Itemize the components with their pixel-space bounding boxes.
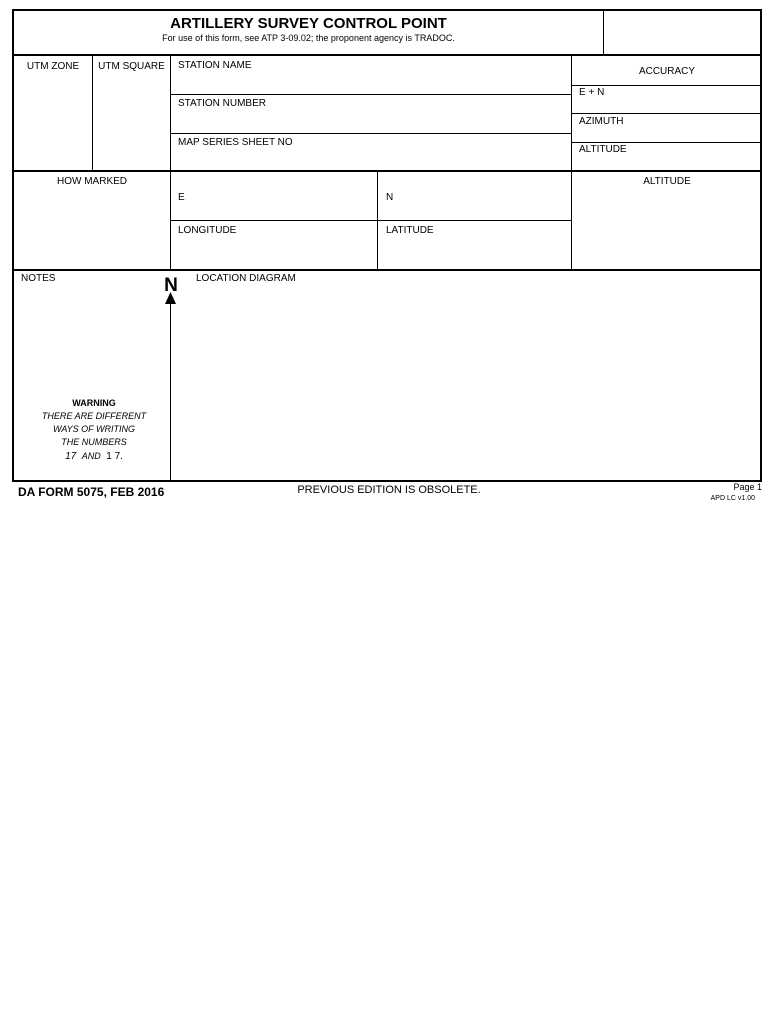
warning-line: THERE ARE DIFFERENT xyxy=(41,411,147,421)
latitude-label: LATITUDE xyxy=(386,225,434,236)
previous-edition-note: PREVIOUS EDITION IS OBSOLETE. xyxy=(297,484,481,496)
warning-line: WAYS OF WRITING xyxy=(52,424,135,434)
divider xyxy=(171,133,571,134)
utm-square-field[interactable] xyxy=(95,76,168,166)
divider xyxy=(171,220,571,221)
map-series-sheet-no-label: MAP SERIES SHEET NO xyxy=(178,137,293,148)
header-corner-field[interactable] xyxy=(607,13,757,51)
station-name-field[interactable] xyxy=(178,74,566,91)
form-title: ARTILLERY SURVEY CONTROL POINT xyxy=(170,15,447,32)
utm-zone-field[interactable] xyxy=(16,76,90,166)
warning-example-b: 1 7. xyxy=(106,451,123,462)
divider xyxy=(170,56,171,170)
north-label: N xyxy=(164,275,178,296)
station-name-label: STATION NAME xyxy=(178,60,252,71)
warning-title: WARNING xyxy=(72,398,116,408)
warning-line: THE NUMBERS xyxy=(61,437,127,447)
accuracy-azimuth-field[interactable] xyxy=(630,127,756,140)
station-number-field[interactable] xyxy=(178,112,566,130)
how-marked-label: HOW MARKED xyxy=(57,176,127,187)
divider xyxy=(92,56,93,170)
form-id: DA FORM 5075, FEB 2016 xyxy=(18,485,165,499)
latitude-field[interactable] xyxy=(386,242,566,264)
northing-label: N xyxy=(386,192,394,203)
easting-label: E xyxy=(178,192,185,203)
longitude-field[interactable] xyxy=(178,242,372,264)
utm-zone-label: UTM ZONE xyxy=(26,61,80,72)
notes-label: NOTES xyxy=(21,273,56,284)
northing-field[interactable] xyxy=(400,189,566,205)
accuracy-azimuth-label: AZIMUTH xyxy=(579,116,624,127)
divider xyxy=(171,94,571,95)
easting-field[interactable] xyxy=(192,189,372,205)
how-marked-field[interactable] xyxy=(17,192,166,266)
station-number-label: STATION NUMBER xyxy=(178,98,266,109)
location-diagram-label: LOCATION DIAGRAM xyxy=(196,273,296,284)
warning-example-line xyxy=(14,449,174,464)
accuracy-e-n-field[interactable] xyxy=(610,98,756,111)
accuracy-e-n-label: E + N xyxy=(579,87,605,98)
longitude-label: LONGITUDE xyxy=(178,225,237,236)
divider xyxy=(572,142,760,143)
form-version: APD LC v1.00 xyxy=(710,495,755,502)
warning-block xyxy=(14,397,174,464)
warning-example-a: 17 xyxy=(65,451,77,462)
form-subtitle: For use of this form, see ATP 3-09.02; the proponent agency is TRADOC. xyxy=(162,33,455,43)
accuracy-altitude-label: ALTITUDE xyxy=(579,144,627,155)
header-divider xyxy=(603,10,604,55)
location-diagram-area[interactable] xyxy=(174,290,758,478)
divider xyxy=(572,85,760,86)
altitude-label: ALTITUDE xyxy=(643,176,691,187)
utm-square-label: UTM SQUARE xyxy=(98,61,165,72)
notes-field[interactable] xyxy=(19,288,165,392)
divider xyxy=(572,113,760,114)
map-series-sheet-no-field[interactable] xyxy=(178,151,566,168)
warning-and: AND xyxy=(81,451,101,461)
accuracy-altitude-field[interactable] xyxy=(630,155,756,168)
page-number: Page 1 xyxy=(733,482,762,492)
accuracy-label: ACCURACY xyxy=(638,66,696,77)
altitude-field[interactable] xyxy=(577,196,757,216)
